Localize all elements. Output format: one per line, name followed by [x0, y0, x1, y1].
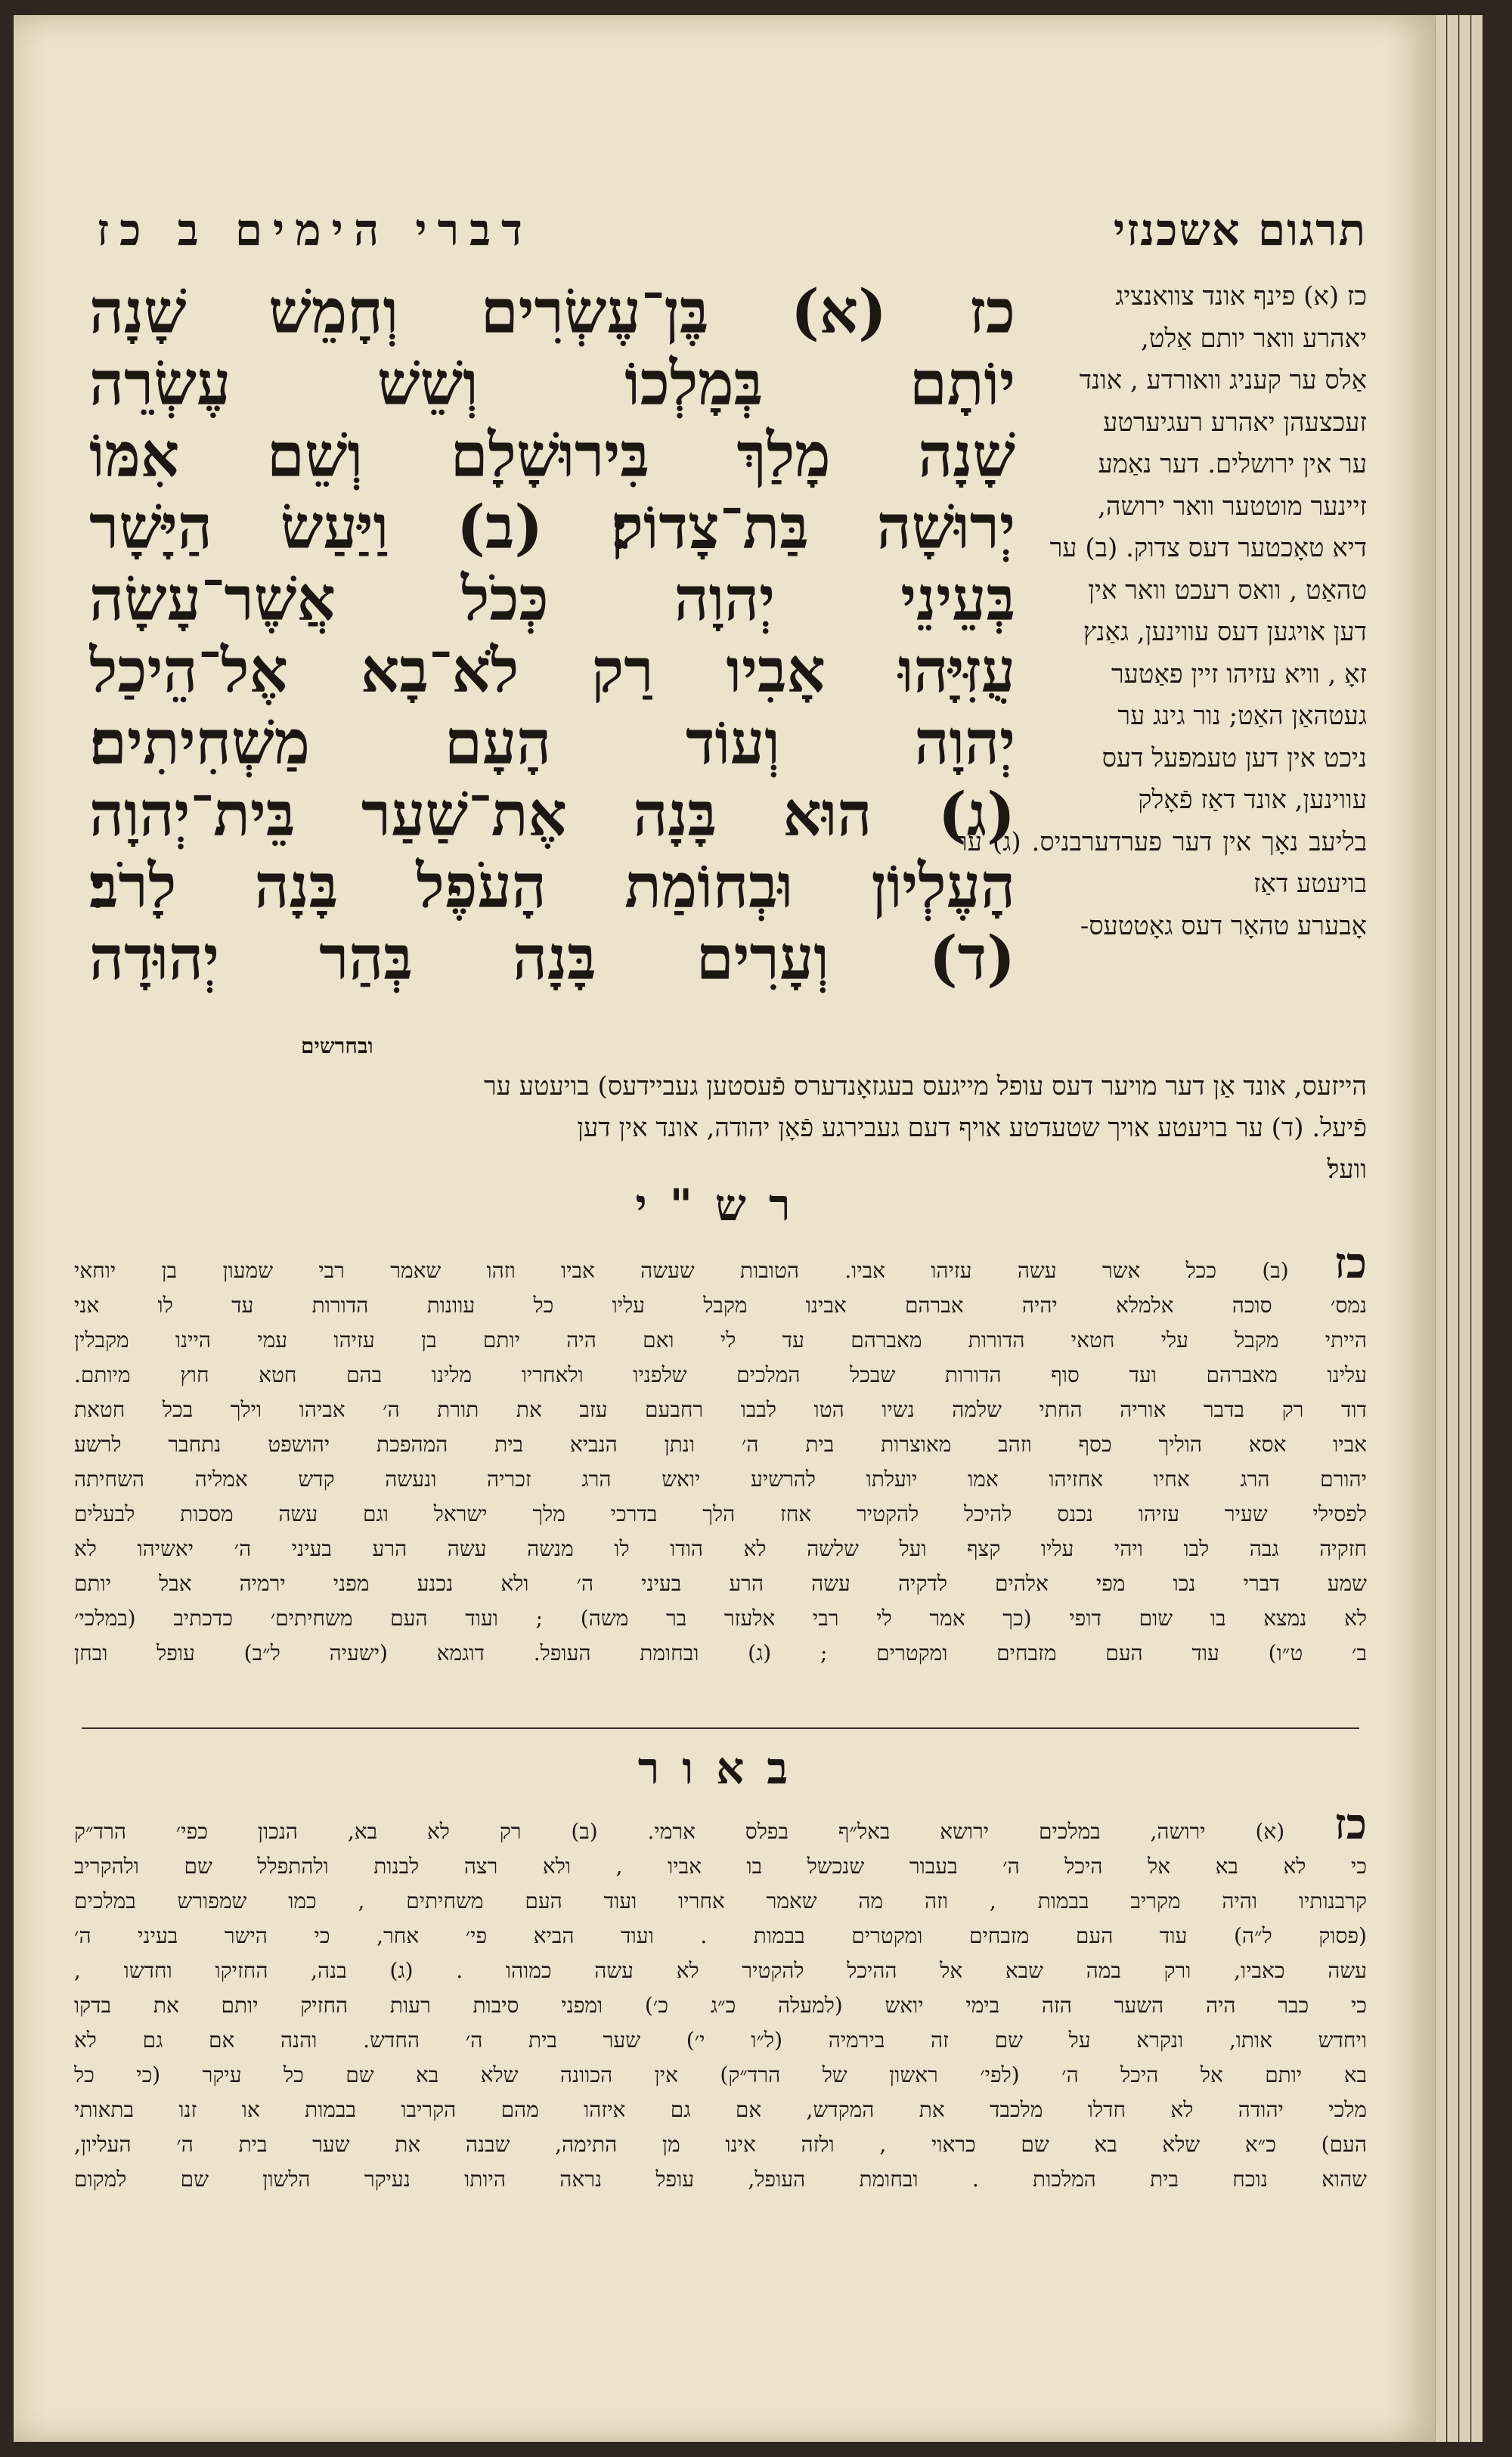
page-edges [1459, 15, 1470, 2442]
hebrew-line: (ג) הוּא בָּנָה אֶת־שַׁעַר בֵּית־יְהוָה [89, 779, 1015, 850]
rashi-line: ב׳ ט״ו) עוד העם מזבחים ומקטרים ; (ג) ובחומת העופל. דוגמא (ישעיה ל״ב) עופל ובחן [74, 1641, 1367, 1665]
rashi-line: לא נמצא בו שום דופי (כך אמר לי רבי אלעזר בר משה) ; ועוד העם משחיתים׳ כדכתיב (במלכי׳ [74, 1606, 1367, 1631]
page-edges [1435, 15, 1446, 2442]
hebrew-line: יְרוּשָׁה בַּת־צָדוֹק׃ (ב) וַיַּעַשׂ הַיָּשָׁר [89, 491, 1015, 562]
rashi-line-text: (ב) ככל אשר עשה עזיהו אביו. הטובות שעשה אביו וזהו שאמר רבי שמעון בן יוחאי [74, 1258, 1289, 1283]
translation-continuation [74, 1066, 1367, 1191]
rashi-line: יהורם הרג אחיו אחזיהו אמו יועלתו להרשיע יואש הרג זכריה ונעשה קדש אמליה השחיתה [74, 1467, 1367, 1492]
section-divider [82, 1727, 1359, 1729]
biur-line: (פסוק ל״ה) עוד העם מזבחים ומקטרים בבמות . ועוד הביא פי׳ אחר, כי הישר בעיני ה׳ [74, 1923, 1367, 1948]
continuation-line: פֿיעל. (ד) ער בויעטע אויך שטעדטע אויף דעם געבירגע פֿאָן יהודה, אונד אין דען [577, 1113, 1367, 1143]
catchword: ובחרשים [301, 1033, 373, 1058]
rashi-line: שמע דברי נכו מפי אלהים לדקיה עשה הרע בעיני ה׳ ולא נכנע מפני ירמיה אבל יותם [74, 1571, 1367, 1596]
hebrew-line: הָעֶלְיוֹן וּבְחוֹמַת הָעֹפֶל בָּנָה לָרֹב׃ [89, 850, 1015, 922]
chapter-marker: כז [1334, 1246, 1367, 1288]
rashi-commentary [74, 1246, 1367, 1671]
translation-line: געטהאַן האַט; נור גינג ער [1117, 701, 1367, 731]
page-edges [1447, 15, 1458, 2442]
running-header [74, 204, 1367, 265]
translation-line: ניכט אין דען טעמפעל דעס [1101, 742, 1367, 773]
rashi-section-title: רש"י [635, 1179, 813, 1231]
translation-line: כז (א) פינף אונד צוואנציג [1115, 281, 1367, 311]
biur-line: ויחדש אותו, ונקרא על שם זה בירמיה (ל״ו י׳) שער בית ה׳ החדש. והנה אם גם לא [74, 2028, 1367, 2053]
continuation-line: הייזעס, אונד אַן דער מויער דעס עופל מייגעס בעגזאָנדערס פֿעסטען געביידעס) בויעטע ער [483, 1071, 1367, 1101]
hebrew-line: יְהוָה וְעוֹד הָעָם מַשְׁחִיתִים׃ [89, 707, 1015, 778]
rashi-line: אביו אסא הוליך כסף וזהב מאוצרות בית ה׳ ונתן הנביא בית המהפכת יהושפט נתחבר לרשע [74, 1432, 1367, 1457]
biur-line: כי כבר היה השער הזה בימי יואש (למעלה כ״ג כ׳) ומפני סיבות רעות החזיק יותם את בדקו [74, 1993, 1367, 2018]
hebrew-line: עֻזִּיָּהוּ אָבִיו רַק לֹא־בָא אֶל־הֵיכַל [89, 635, 1015, 706]
two-column-area [74, 276, 1367, 1062]
biur-commentary [74, 1807, 1367, 2197]
translation-line: טהאַט , וואס רעכט וואר אין [1088, 575, 1367, 606]
biur-line: עשה כאביו, ורק במה שבא אל ההיכל להקטיר לא עשה כמוהו . (ג) בנה, החזיקו וחדשו , [74, 1958, 1367, 1983]
page-edges [1471, 15, 1483, 2442]
translation-line: זיינער מוטטער וואר ירושה, [1098, 491, 1367, 522]
hebrew-line: בְּעֵינֵי יְהוָה כְּכֹל אֲשֶׁר־עָשָׂה [89, 563, 1015, 634]
rashi-line: לפסילי שעיר עזיהו נכנס להיכל להקטיר אחז הלך בדרכי מלך ישראל וגם עשה מסכות לבעלים [74, 1501, 1367, 1526]
rashi-line: הייתי מקבל עלי חטאי הדורות מאברהם עד לי ואם היה יותם בן עזיהו עמי היינו מקבלין [74, 1328, 1367, 1352]
biur-line-text: (א) ירושה, במלכים ירושא באל״ף בפלס ארמי. (ב) רק לא בא, הנכון כפי׳ הרד״ק [74, 1819, 1285, 1844]
rashi-line [74, 1246, 1367, 1288]
biur-line [74, 1807, 1367, 1849]
rashi-line: דוד רק בדבר אוריה החתי שלמה נשיו הטו לבבו רחבעם עזב את תורת ה׳ אביהו וילך בכל חטאת [74, 1397, 1367, 1422]
translation-column [955, 276, 1367, 947]
header-right-title: תרגום אשכנזי [1113, 204, 1367, 256]
translation-line: אָבערע טהאָר דעס גאָטטעס- [1080, 910, 1367, 941]
biur-line: שהוא נוכח בית המלכות . ובחומת העופל, עופל נראה היותו נעיקר הלשון שם למקום [74, 2167, 1367, 2192]
translation-line: דען אויגען דעס עווינען, גאַנץ [1083, 617, 1367, 647]
book-page [14, 15, 1435, 2442]
translation-line: יאהרע וואר יותם אַלט, [1141, 323, 1367, 354]
hebrew-line: יוֹתָם בְּמָלְכוֹ וְשֵׁשׁ עֶשְׂרֵה [89, 348, 1015, 419]
rashi-line: עלינו מאברהם ועד סוף הדורות שבכל המלכים שלפניו ולאחריו מלינו בהם חטא חוץ מיותם. [74, 1362, 1367, 1387]
hebrew-line: (ד) וְעָרִים בָּנָה בְּהַר יְהוּדָה [89, 922, 1015, 993]
chapter-marker: כז [1334, 1807, 1367, 1849]
rashi-line: נמס׳ סוכה אלמלא יהיה אברהם אבינו מקבל עליו כל עוונות הדורות עד לו אני [74, 1293, 1367, 1318]
biur-section-title: באור [637, 1743, 811, 1794]
translation-line: זאָ , וויא עזיהו זיין פאַטער [1111, 658, 1367, 689]
biur-line: העם) כ״א שלא בא שם כראוי , ולזה אינו מן התימה, שבנה את שער בית ה׳ העליון, [74, 2132, 1367, 2157]
translation-line: זעכצעהן יאהרע רעגיערטע [1103, 407, 1367, 438]
biur-line: קרבנותיו והיה מקריב בבמות , וזה מה שאמר אחריו ועוד העם משחיתים , כמו שמפורש במלכים [74, 1888, 1367, 1913]
translation-line: דיא טאָכטער דעס צדוק. (ב) ער [1049, 533, 1367, 563]
translation-line: ער אין ירושלים. דער נאַמע [1098, 449, 1367, 479]
translation-line: עווינען, אונד דאַז פֿאָלק [1138, 785, 1367, 815]
hebrew-line: שָׁנָה מָלַךְ בִּירוּשָׁלָם וְשֵׁם אִמּוֹ [89, 420, 1015, 491]
biur-line: כי לא בא אל היכל ה׳ בעבור שנכשל בו אביו , ולא רצה לבנות ולהתפלל שם ולהקריב [74, 1854, 1367, 1879]
continuation-line: וועל׃ [1327, 1154, 1367, 1185]
hebrew-line: כז (א) בֶּן־עֶשְׂרִים וְחָמֵשׁ שָׁנָה [89, 276, 1015, 347]
hebrew-text-column [89, 276, 1015, 994]
translation-line: בליעב נאָך אין דער פערדערבניס. (ג) ער בויעטע דאַז [955, 826, 1367, 899]
rashi-line: חזקיה גבה לבו ויהי עליו קצף ועל שלשה לא הודו לו מנשה עשה הרע בעיני ה׳ יאשיהו לא [74, 1536, 1367, 1561]
translation-line: אַלס ער קעניג וואורדע , אונד [1079, 365, 1367, 395]
header-left-title: דברי הימים ב כז [97, 204, 533, 256]
biur-line: מלכי יהודה לא חדלו מלכבד את המקדש, אם גם איזהו מהם הקריבו בבמות או זנו בתאותי [74, 2097, 1367, 2122]
biur-line: בא יותם אל היכל ה׳ (לפי׳ ראשון של הרד״ק) אין הכוונה שלא בא שם כל עיקר (כי כל [74, 2062, 1367, 2087]
